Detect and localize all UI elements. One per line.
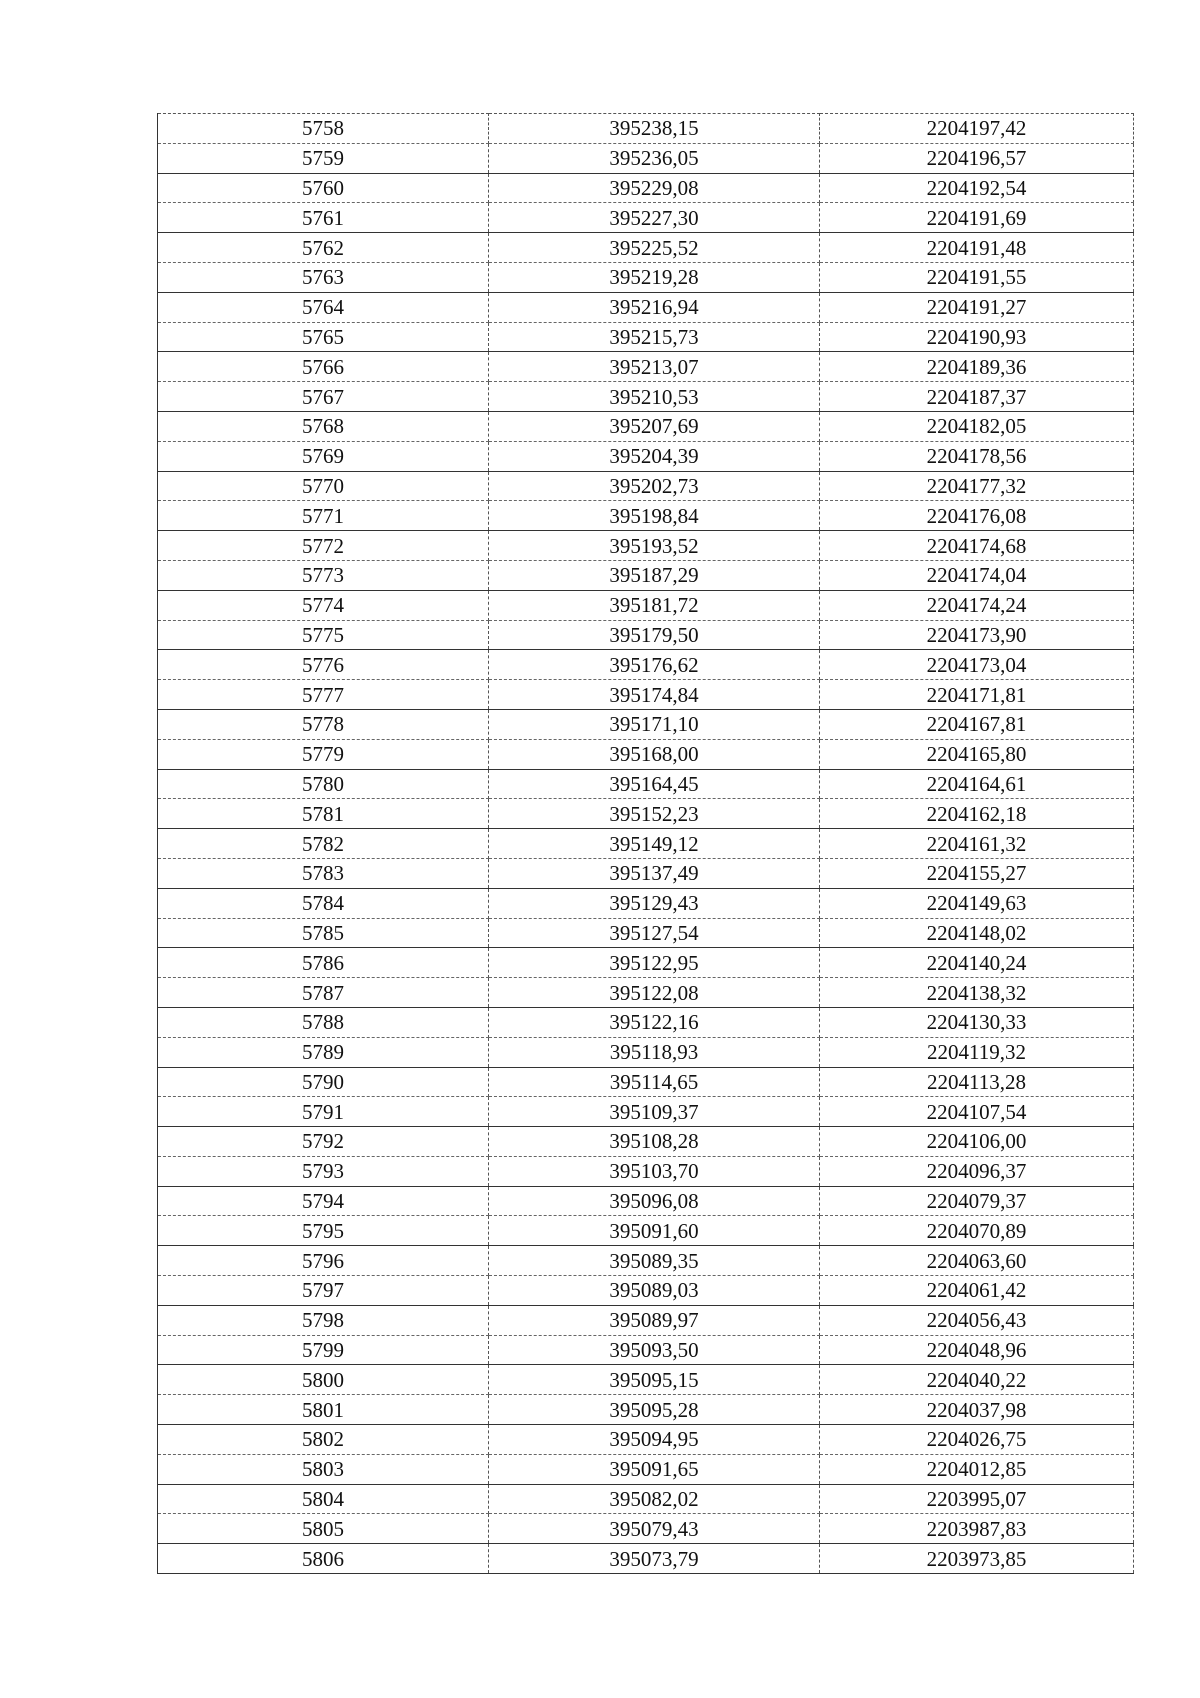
table-row <box>158 1335 1134 1365</box>
x-coordinate-cell: 395122,08 <box>489 978 820 1008</box>
table-row <box>158 1246 1134 1276</box>
x-coordinate-cell: 395127,54 <box>489 918 820 948</box>
table-row <box>158 1454 1134 1484</box>
table-row <box>158 1544 1134 1574</box>
table-row <box>158 173 1134 203</box>
point-number-cell: 5778 <box>158 709 489 739</box>
point-number-cell: 5784 <box>158 888 489 918</box>
table-row <box>158 501 1134 531</box>
point-number-cell: 5780 <box>158 769 489 799</box>
table-row <box>158 1216 1134 1246</box>
point-number-cell: 5775 <box>158 620 489 650</box>
table-row <box>158 143 1134 173</box>
y-coordinate-cell: 2204148,02 <box>820 918 1134 948</box>
y-coordinate-cell: 2204174,24 <box>820 590 1134 620</box>
x-coordinate-cell: 395202,73 <box>489 471 820 501</box>
point-number-cell: 5768 <box>158 411 489 441</box>
point-number-cell: 5801 <box>158 1395 489 1425</box>
point-number-cell: 5781 <box>158 799 489 829</box>
y-coordinate-cell: 2204191,69 <box>820 203 1134 233</box>
y-coordinate-cell: 2204149,63 <box>820 888 1134 918</box>
table-row <box>158 1037 1134 1067</box>
point-number-cell: 5761 <box>158 203 489 233</box>
point-number-cell: 5764 <box>158 292 489 322</box>
point-number-cell: 5804 <box>158 1484 489 1514</box>
table-row <box>158 1365 1134 1395</box>
y-coordinate-cell: 2204171,81 <box>820 680 1134 710</box>
x-coordinate-cell: 395216,94 <box>489 292 820 322</box>
table-row <box>158 262 1134 292</box>
table-row <box>158 590 1134 620</box>
point-number-cell: 5774 <box>158 590 489 620</box>
point-number-cell: 5766 <box>158 352 489 382</box>
x-coordinate-cell: 395225,52 <box>489 233 820 263</box>
table-row <box>158 233 1134 263</box>
point-number-cell: 5772 <box>158 531 489 561</box>
x-coordinate-cell: 395091,60 <box>489 1216 820 1246</box>
y-coordinate-cell: 2204178,56 <box>820 441 1134 471</box>
point-number-cell: 5793 <box>158 1156 489 1186</box>
y-coordinate-cell: 2204187,37 <box>820 382 1134 412</box>
point-number-cell: 5763 <box>158 262 489 292</box>
x-coordinate-cell: 395213,07 <box>489 352 820 382</box>
x-coordinate-cell: 395103,70 <box>489 1156 820 1186</box>
x-coordinate-cell: 395227,30 <box>489 203 820 233</box>
table-row <box>158 531 1134 561</box>
x-coordinate-cell: 395118,93 <box>489 1037 820 1067</box>
point-number-cell: 5773 <box>158 560 489 590</box>
y-coordinate-cell: 2204012,85 <box>820 1454 1134 1484</box>
x-coordinate-cell: 395089,35 <box>489 1246 820 1276</box>
x-coordinate-cell: 395219,28 <box>489 262 820 292</box>
point-number-cell: 5806 <box>158 1544 489 1574</box>
point-number-cell: 5800 <box>158 1365 489 1395</box>
x-coordinate-cell: 395095,15 <box>489 1365 820 1395</box>
table-row <box>158 1276 1134 1306</box>
x-coordinate-cell: 395215,73 <box>489 322 820 352</box>
y-coordinate-cell: 2204191,27 <box>820 292 1134 322</box>
x-coordinate-cell: 395073,79 <box>489 1544 820 1574</box>
y-coordinate-cell: 2204191,48 <box>820 233 1134 263</box>
y-coordinate-cell: 2204161,32 <box>820 829 1134 859</box>
y-coordinate-cell: 2204173,04 <box>820 650 1134 680</box>
point-number-cell: 5769 <box>158 441 489 471</box>
table-row <box>158 918 1134 948</box>
x-coordinate-cell: 395089,97 <box>489 1305 820 1335</box>
y-coordinate-cell: 2204056,43 <box>820 1305 1134 1335</box>
table-row <box>158 888 1134 918</box>
x-coordinate-cell: 395114,65 <box>489 1067 820 1097</box>
point-number-cell: 5776 <box>158 650 489 680</box>
table-row <box>158 650 1134 680</box>
point-number-cell: 5795 <box>158 1216 489 1246</box>
x-coordinate-cell: 395082,02 <box>489 1484 820 1514</box>
table-row <box>158 1484 1134 1514</box>
y-coordinate-cell: 2204040,22 <box>820 1365 1134 1395</box>
y-coordinate-cell: 2204197,42 <box>820 114 1134 144</box>
y-coordinate-cell: 2204138,32 <box>820 978 1134 1008</box>
point-number-cell: 5798 <box>158 1305 489 1335</box>
y-coordinate-cell: 2204173,90 <box>820 620 1134 650</box>
y-coordinate-cell: 2204079,37 <box>820 1186 1134 1216</box>
table-row <box>158 1186 1134 1216</box>
table-row <box>158 1156 1134 1186</box>
point-number-cell: 5805 <box>158 1514 489 1544</box>
point-number-cell: 5758 <box>158 114 489 144</box>
y-coordinate-cell: 2204048,96 <box>820 1335 1134 1365</box>
x-coordinate-cell: 395171,10 <box>489 709 820 739</box>
x-coordinate-cell: 395089,03 <box>489 1276 820 1306</box>
table-row <box>158 948 1134 978</box>
x-coordinate-cell: 395204,39 <box>489 441 820 471</box>
table-row <box>158 1514 1134 1544</box>
y-coordinate-cell: 2204162,18 <box>820 799 1134 829</box>
point-number-cell: 5799 <box>158 1335 489 1365</box>
table-row <box>158 799 1134 829</box>
table-row <box>158 1127 1134 1157</box>
x-coordinate-cell: 395137,49 <box>489 858 820 888</box>
table-row <box>158 978 1134 1008</box>
table-row <box>158 203 1134 233</box>
point-number-cell: 5765 <box>158 322 489 352</box>
table-row <box>158 382 1134 412</box>
x-coordinate-cell: 395096,08 <box>489 1186 820 1216</box>
y-coordinate-cell: 2204106,00 <box>820 1127 1134 1157</box>
table-row <box>158 560 1134 590</box>
point-number-cell: 5767 <box>158 382 489 412</box>
table-row <box>158 1067 1134 1097</box>
x-coordinate-cell: 395109,37 <box>489 1097 820 1127</box>
table-row <box>158 680 1134 710</box>
x-coordinate-cell: 395210,53 <box>489 382 820 412</box>
point-number-cell: 5785 <box>158 918 489 948</box>
y-coordinate-cell: 2204119,32 <box>820 1037 1134 1067</box>
point-number-cell: 5762 <box>158 233 489 263</box>
x-coordinate-cell: 395236,05 <box>489 143 820 173</box>
x-coordinate-cell: 395187,29 <box>489 560 820 590</box>
point-number-cell: 5759 <box>158 143 489 173</box>
y-coordinate-cell: 2204037,98 <box>820 1395 1134 1425</box>
point-number-cell: 5770 <box>158 471 489 501</box>
y-coordinate-cell: 2204113,28 <box>820 1067 1134 1097</box>
x-coordinate-cell: 395152,23 <box>489 799 820 829</box>
y-coordinate-cell: 2204026,75 <box>820 1425 1134 1455</box>
y-coordinate-cell: 2203995,07 <box>820 1484 1134 1514</box>
x-coordinate-cell: 395093,50 <box>489 1335 820 1365</box>
table-row <box>158 739 1134 769</box>
table-row <box>158 292 1134 322</box>
coordinates-table <box>157 113 1134 1574</box>
x-coordinate-cell: 395149,12 <box>489 829 820 859</box>
table-row <box>158 1305 1134 1335</box>
point-number-cell: 5796 <box>158 1246 489 1276</box>
point-number-cell: 5789 <box>158 1037 489 1067</box>
y-coordinate-cell: 2204155,27 <box>820 858 1134 888</box>
point-number-cell: 5782 <box>158 829 489 859</box>
x-coordinate-cell: 395091,65 <box>489 1454 820 1484</box>
x-coordinate-cell: 395229,08 <box>489 173 820 203</box>
x-coordinate-cell: 395181,72 <box>489 590 820 620</box>
y-coordinate-cell: 2204165,80 <box>820 739 1134 769</box>
table-row <box>158 114 1134 144</box>
x-coordinate-cell: 395198,84 <box>489 501 820 531</box>
y-coordinate-cell: 2204192,54 <box>820 173 1134 203</box>
table-row <box>158 829 1134 859</box>
point-number-cell: 5760 <box>158 173 489 203</box>
table-row <box>158 352 1134 382</box>
table-row <box>158 620 1134 650</box>
x-coordinate-cell: 395122,95 <box>489 948 820 978</box>
point-number-cell: 5788 <box>158 1007 489 1037</box>
x-coordinate-cell: 395129,43 <box>489 888 820 918</box>
y-coordinate-cell: 2204176,08 <box>820 501 1134 531</box>
table-row <box>158 411 1134 441</box>
table-row <box>158 1395 1134 1425</box>
y-coordinate-cell: 2204190,93 <box>820 322 1134 352</box>
y-coordinate-cell: 2204130,33 <box>820 1007 1134 1037</box>
point-number-cell: 5779 <box>158 739 489 769</box>
y-coordinate-cell: 2204070,89 <box>820 1216 1134 1246</box>
point-number-cell: 5790 <box>158 1067 489 1097</box>
point-number-cell: 5797 <box>158 1276 489 1306</box>
table-row <box>158 1425 1134 1455</box>
x-coordinate-cell: 395238,15 <box>489 114 820 144</box>
point-number-cell: 5794 <box>158 1186 489 1216</box>
point-number-cell: 5777 <box>158 680 489 710</box>
x-coordinate-cell: 395079,43 <box>489 1514 820 1544</box>
x-coordinate-cell: 395095,28 <box>489 1395 820 1425</box>
table-row <box>158 858 1134 888</box>
y-coordinate-cell: 2204174,04 <box>820 560 1134 590</box>
x-coordinate-cell: 395122,16 <box>489 1007 820 1037</box>
table-row <box>158 441 1134 471</box>
x-coordinate-cell: 395108,28 <box>489 1127 820 1157</box>
table-row <box>158 1007 1134 1037</box>
y-coordinate-cell: 2203987,83 <box>820 1514 1134 1544</box>
table-row <box>158 1097 1134 1127</box>
table-row <box>158 322 1134 352</box>
y-coordinate-cell: 2203973,85 <box>820 1544 1134 1574</box>
y-coordinate-cell: 2204167,81 <box>820 709 1134 739</box>
point-number-cell: 5792 <box>158 1127 489 1157</box>
x-coordinate-cell: 395207,69 <box>489 411 820 441</box>
x-coordinate-cell: 395168,00 <box>489 739 820 769</box>
y-coordinate-cell: 2204189,36 <box>820 352 1134 382</box>
point-number-cell: 5803 <box>158 1454 489 1484</box>
point-number-cell: 5786 <box>158 948 489 978</box>
y-coordinate-cell: 2204182,05 <box>820 411 1134 441</box>
x-coordinate-cell: 395179,50 <box>489 620 820 650</box>
point-number-cell: 5787 <box>158 978 489 1008</box>
x-coordinate-cell: 395164,45 <box>489 769 820 799</box>
y-coordinate-cell: 2204061,42 <box>820 1276 1134 1306</box>
point-number-cell: 5802 <box>158 1425 489 1455</box>
y-coordinate-cell: 2204174,68 <box>820 531 1134 561</box>
y-coordinate-cell: 2204164,61 <box>820 769 1134 799</box>
x-coordinate-cell: 395174,84 <box>489 680 820 710</box>
y-coordinate-cell: 2204177,32 <box>820 471 1134 501</box>
point-number-cell: 5783 <box>158 858 489 888</box>
point-number-cell: 5771 <box>158 501 489 531</box>
x-coordinate-cell: 395176,62 <box>489 650 820 680</box>
table-row <box>158 709 1134 739</box>
y-coordinate-cell: 2204196,57 <box>820 143 1134 173</box>
coordinates-table-body <box>158 114 1134 1574</box>
y-coordinate-cell: 2204191,55 <box>820 262 1134 292</box>
y-coordinate-cell: 2204063,60 <box>820 1246 1134 1276</box>
point-number-cell: 5791 <box>158 1097 489 1127</box>
table-row <box>158 769 1134 799</box>
x-coordinate-cell: 395094,95 <box>489 1425 820 1455</box>
y-coordinate-cell: 2204107,54 <box>820 1097 1134 1127</box>
y-coordinate-cell: 2204096,37 <box>820 1156 1134 1186</box>
table-row <box>158 471 1134 501</box>
y-coordinate-cell: 2204140,24 <box>820 948 1134 978</box>
x-coordinate-cell: 395193,52 <box>489 531 820 561</box>
